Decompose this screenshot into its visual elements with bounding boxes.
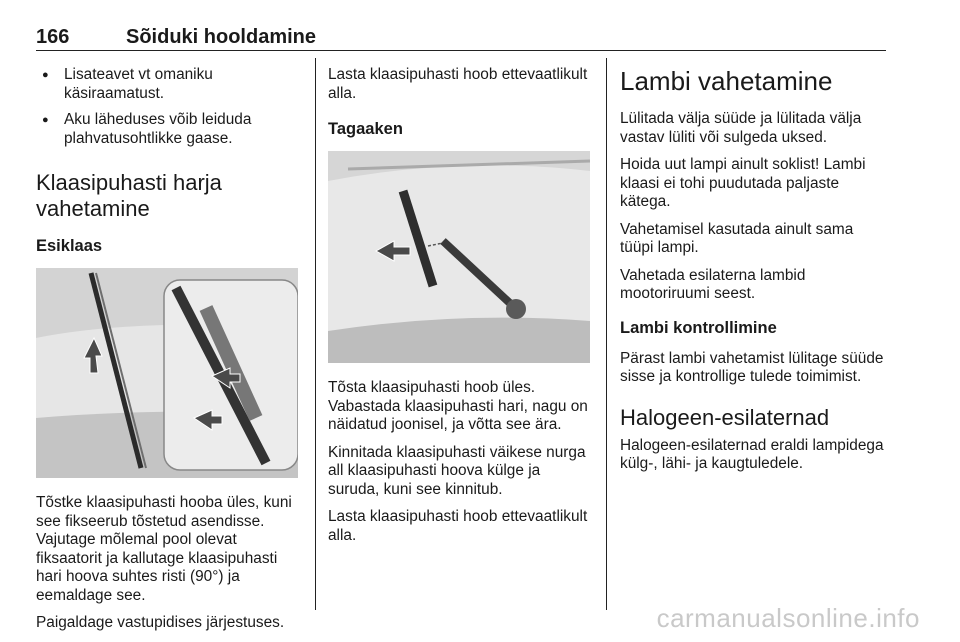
paragraph: Kinnitada klaasipuhasti väikese nurga all klaasipuhasti hoova külge ja suruda, kuni see kinnitub. — [328, 443, 586, 498]
column-1 — [36, 66, 302, 642]
paragraph: Vahetamisel kasutada ainult sama tüüpi lampi. — [620, 220, 854, 256]
rear-wiper-illustration — [328, 151, 590, 363]
page-number: 166 — [36, 26, 70, 48]
section-heading-halogen: Halogeen-esilaternad — [620, 404, 830, 430]
column-2 — [328, 66, 594, 554]
subheading-windshield: Esiklaas — [36, 237, 103, 255]
chapter-title: Sõiduki hooldamine — [126, 26, 317, 48]
column-divider — [606, 58, 607, 610]
paragraph: Vahetada esilaterna lambid mootoriruumi seest. — [620, 266, 806, 302]
bullet-item: ● Lisateavet vt omaniku käsiraamatust. — [36, 66, 302, 103]
paragraph: Halogeen-esilaternad eraldi lampidega külg-, lähi- ja kaugtuledele. — [620, 436, 884, 472]
paragraph: Lülitada välja süüde ja lülitada välja vastav lüliti või sulgeda uksed. — [620, 110, 862, 146]
page-header — [36, 24, 886, 51]
paragraph: Pärast lambi vahetamist lülitage süüde sisse ja kontrollige tulede toimimist. — [620, 349, 884, 385]
paragraph: Tõstke klaasipuhasti hooba üles, kuni see fikseerub tõstetud asendisse. Vajutage mõlemal pool olevat fiksaatorit ja kallutage klaasipuhasti hari hoova suhtes risti (90°) ja eemaldage see. — [36, 494, 292, 604]
paragraph: Hoida uut lampi ainult soklist! Lambi klaasi ei tohi puudutada paljaste kätega. — [620, 156, 866, 210]
section-heading: Lambi vahetamine — [620, 66, 833, 96]
windshield-wiper-illustration — [36, 268, 298, 478]
subheading-rear-window: Tagaaken — [328, 120, 403, 138]
column-divider — [315, 58, 316, 610]
watermark: carmanualsonline.info — [656, 603, 920, 633]
bullet-item: ● Aku läheduses võib leiduda plahvatusohtlikke gaase. — [36, 111, 302, 148]
subheading-lamp-check: Lambi kontrollimine — [620, 318, 777, 337]
paragraph: Tõsta klaasipuhasti hoob üles. Vabastada klaasipuhasti hari, nagu on näidatud joonisel, ja võtta see ära. — [328, 379, 588, 433]
paragraph: Lasta klaasipuhasti hoob ettevaatlikult alla. — [328, 508, 588, 544]
paragraph: Paigaldage vastupidises järjestuses. — [36, 614, 285, 631]
paragraph: Lasta klaasipuhasti hoob ettevaatlikult alla. — [328, 66, 588, 102]
column-3 — [620, 66, 886, 483]
section-heading: Klaasipuhasti harja vahetamine — [36, 170, 222, 221]
bullet-list — [36, 66, 302, 148]
